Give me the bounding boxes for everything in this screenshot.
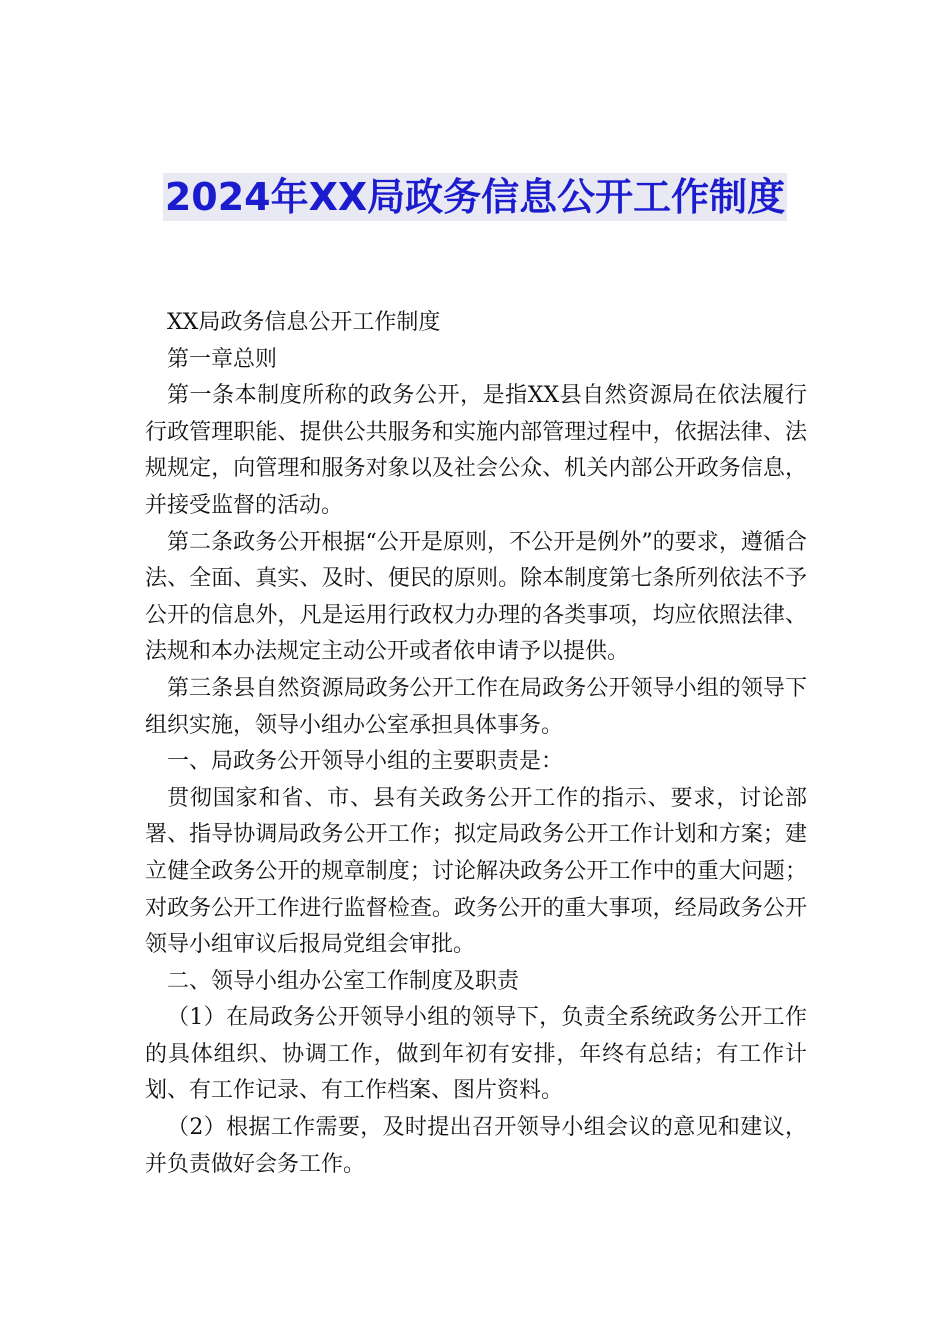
title-container [0, 173, 950, 221]
paragraph-section-1: 一、局政务公开领导小组的主要职责是： [167, 749, 564, 775]
paragraph-item-1: （1）在局政务公开领导小组的领导下，负责全系统政务公开工作的具体组织、协调工作，做到年初有安排，年终有总结；有工作计划、有工作记录、有工作档案、图片资料。 [145, 1005, 807, 1104]
document-title: 2024年XX局政务信息公开工作制度 [164, 175, 786, 219]
paragraph-article-1: 第一条本制度所称的政务公开，是指XX县自然资源局在依法履行行政管理职能、提供公共服务和实施内部管理过程中，依据法律、法规规定，向管理和服务对象以及社会公众、机关内部公开政务信息，并接受监督的活动。 [145, 383, 807, 518]
paragraph-article-3: 第三条县自然资源局政务公开工作在局政务公开领导小组的领导下组织实施，领导小组办公室承担具体事务。 [145, 675, 807, 738]
paragraph-heading: XX局政务信息公开工作制度 [167, 310, 441, 335]
document-body [145, 305, 807, 1183]
paragraph-duties: 贯彻国家和省、市、县有关政务公开工作的指示、要求，讨论部署、指导协调局政务公开工作；拟定局政务公开工作计划和方案；建立健全政务公开的规章制度；讨论解决政务公开工作中的重大问题；对政务公开工作进行监督检查。政务公开的重大事项，经局政务公开领导小组审议后报局党组会审批。 [145, 785, 807, 958]
paragraph-section-2: 二、领导小组办公室工作制度及职责 [167, 968, 520, 994]
paragraph-item-2: （2）根据工作需要，及时提出召开领导小组会议的意见和建议，并负责做好会务工作。 [145, 1115, 807, 1177]
paragraph-chapter: 第一章总则 [167, 346, 278, 372]
paragraph-article-2: 第二条政务公开根据“公开是原则，不公开是例外”的要求，遵循合法、全面、真实、及时、便民的原则。除本制度第七条所列依法不予公开的信息外，凡是运用行政权力办理的各类事项，均应依照法律、法规和本办法规定主动公开或者依申请予以提供。 [145, 529, 807, 665]
